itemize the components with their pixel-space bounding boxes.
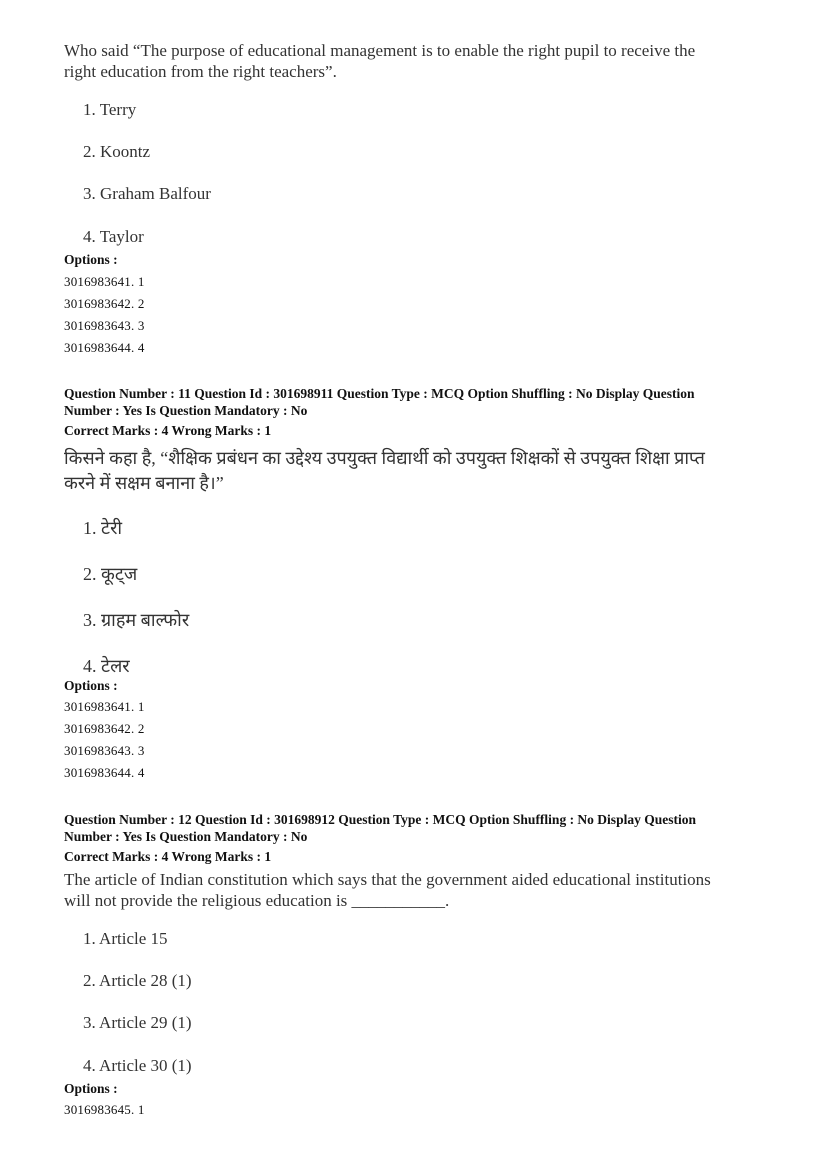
question-12-text-line-2: will not provide the religious education is ___________. [64,891,450,910]
question-11-choice-2: 2. कूट्ज [83,564,138,584]
question-12-choice-3: 3. Article 29 (1) [83,1013,192,1032]
question-12-choice-2: 2. Article 28 (1) [83,971,192,990]
question-10-options-label: Options : [64,252,118,267]
question-10-text-line-2: right education from the right teachers”. [64,62,337,81]
question-11-meta-line-1: Question Number : 11 Question Id : 301698911 Question Type : MCQ Option Shuffling : No Display Question [64,386,695,401]
question-12-meta-line-2: Number : Yes Is Question Mandatory : No [64,829,308,844]
question-11-option-id-2: 3016983642. 2 [64,721,145,736]
question-10-choice-4: 4. Taylor [83,227,144,246]
question-11-option-id-3: 3016983643. 3 [64,743,145,758]
question-11-choice-1: 1. टेरी [83,518,123,538]
question-11-option-id-4: 3016983644. 4 [64,765,145,780]
question-11-text-line-1: किसने कहा है, “शैक्षिक प्रबंधन का उद्देश्य उपयुक्त विद्यार्थी को उपयुक्त शिक्षकों से उपयुक्त शिक्षा प्राप्त [64,448,705,468]
question-11-meta-line-2: Number : Yes Is Question Mandatory : No [64,403,308,418]
question-11-choice-3: 3. ग्राहम बाल्फोर [83,610,190,630]
question-10-option-id-1: 3016983641. 1 [64,274,145,289]
question-10-option-id-4: 3016983644. 4 [64,340,145,355]
question-11-choice-4: 4. टेलर [83,656,130,676]
question-10-choice-1: 1. Terry [83,100,137,119]
question-10-choice-2: 2. Koontz [83,142,151,161]
question-12-choice-4: 4. Article 30 (1) [83,1056,192,1075]
question-10-option-id-3: 3016983643. 3 [64,318,145,333]
question-12-text-line-1: The article of Indian constitution which says that the government aided educational institutions [64,870,711,889]
question-11-text-line-2: करने में सक्षम बनाना है।” [64,473,224,493]
question-12-options-label: Options : [64,1081,118,1096]
question-12-meta-line-1: Question Number : 12 Question Id : 301698912 Question Type : MCQ Option Shuffling : No Display Question [64,812,696,827]
question-12-marks: Correct Marks : 4 Wrong Marks : 1 [64,849,272,864]
question-11-option-id-1: 3016983641. 1 [64,699,145,714]
question-11-options-label: Options : [64,678,118,693]
question-10-option-id-2: 3016983642. 2 [64,296,145,311]
question-10-text-line-1: Who said “The purpose of educational management is to enable the right pupil to receive the [64,41,696,60]
question-10-choice-3: 3. Graham Balfour [83,184,211,203]
question-12-option-id-1: 3016983645. 1 [64,1102,145,1117]
question-11-marks: Correct Marks : 4 Wrong Marks : 1 [64,423,272,438]
question-12-choice-1: 1. Article 15 [83,929,168,948]
